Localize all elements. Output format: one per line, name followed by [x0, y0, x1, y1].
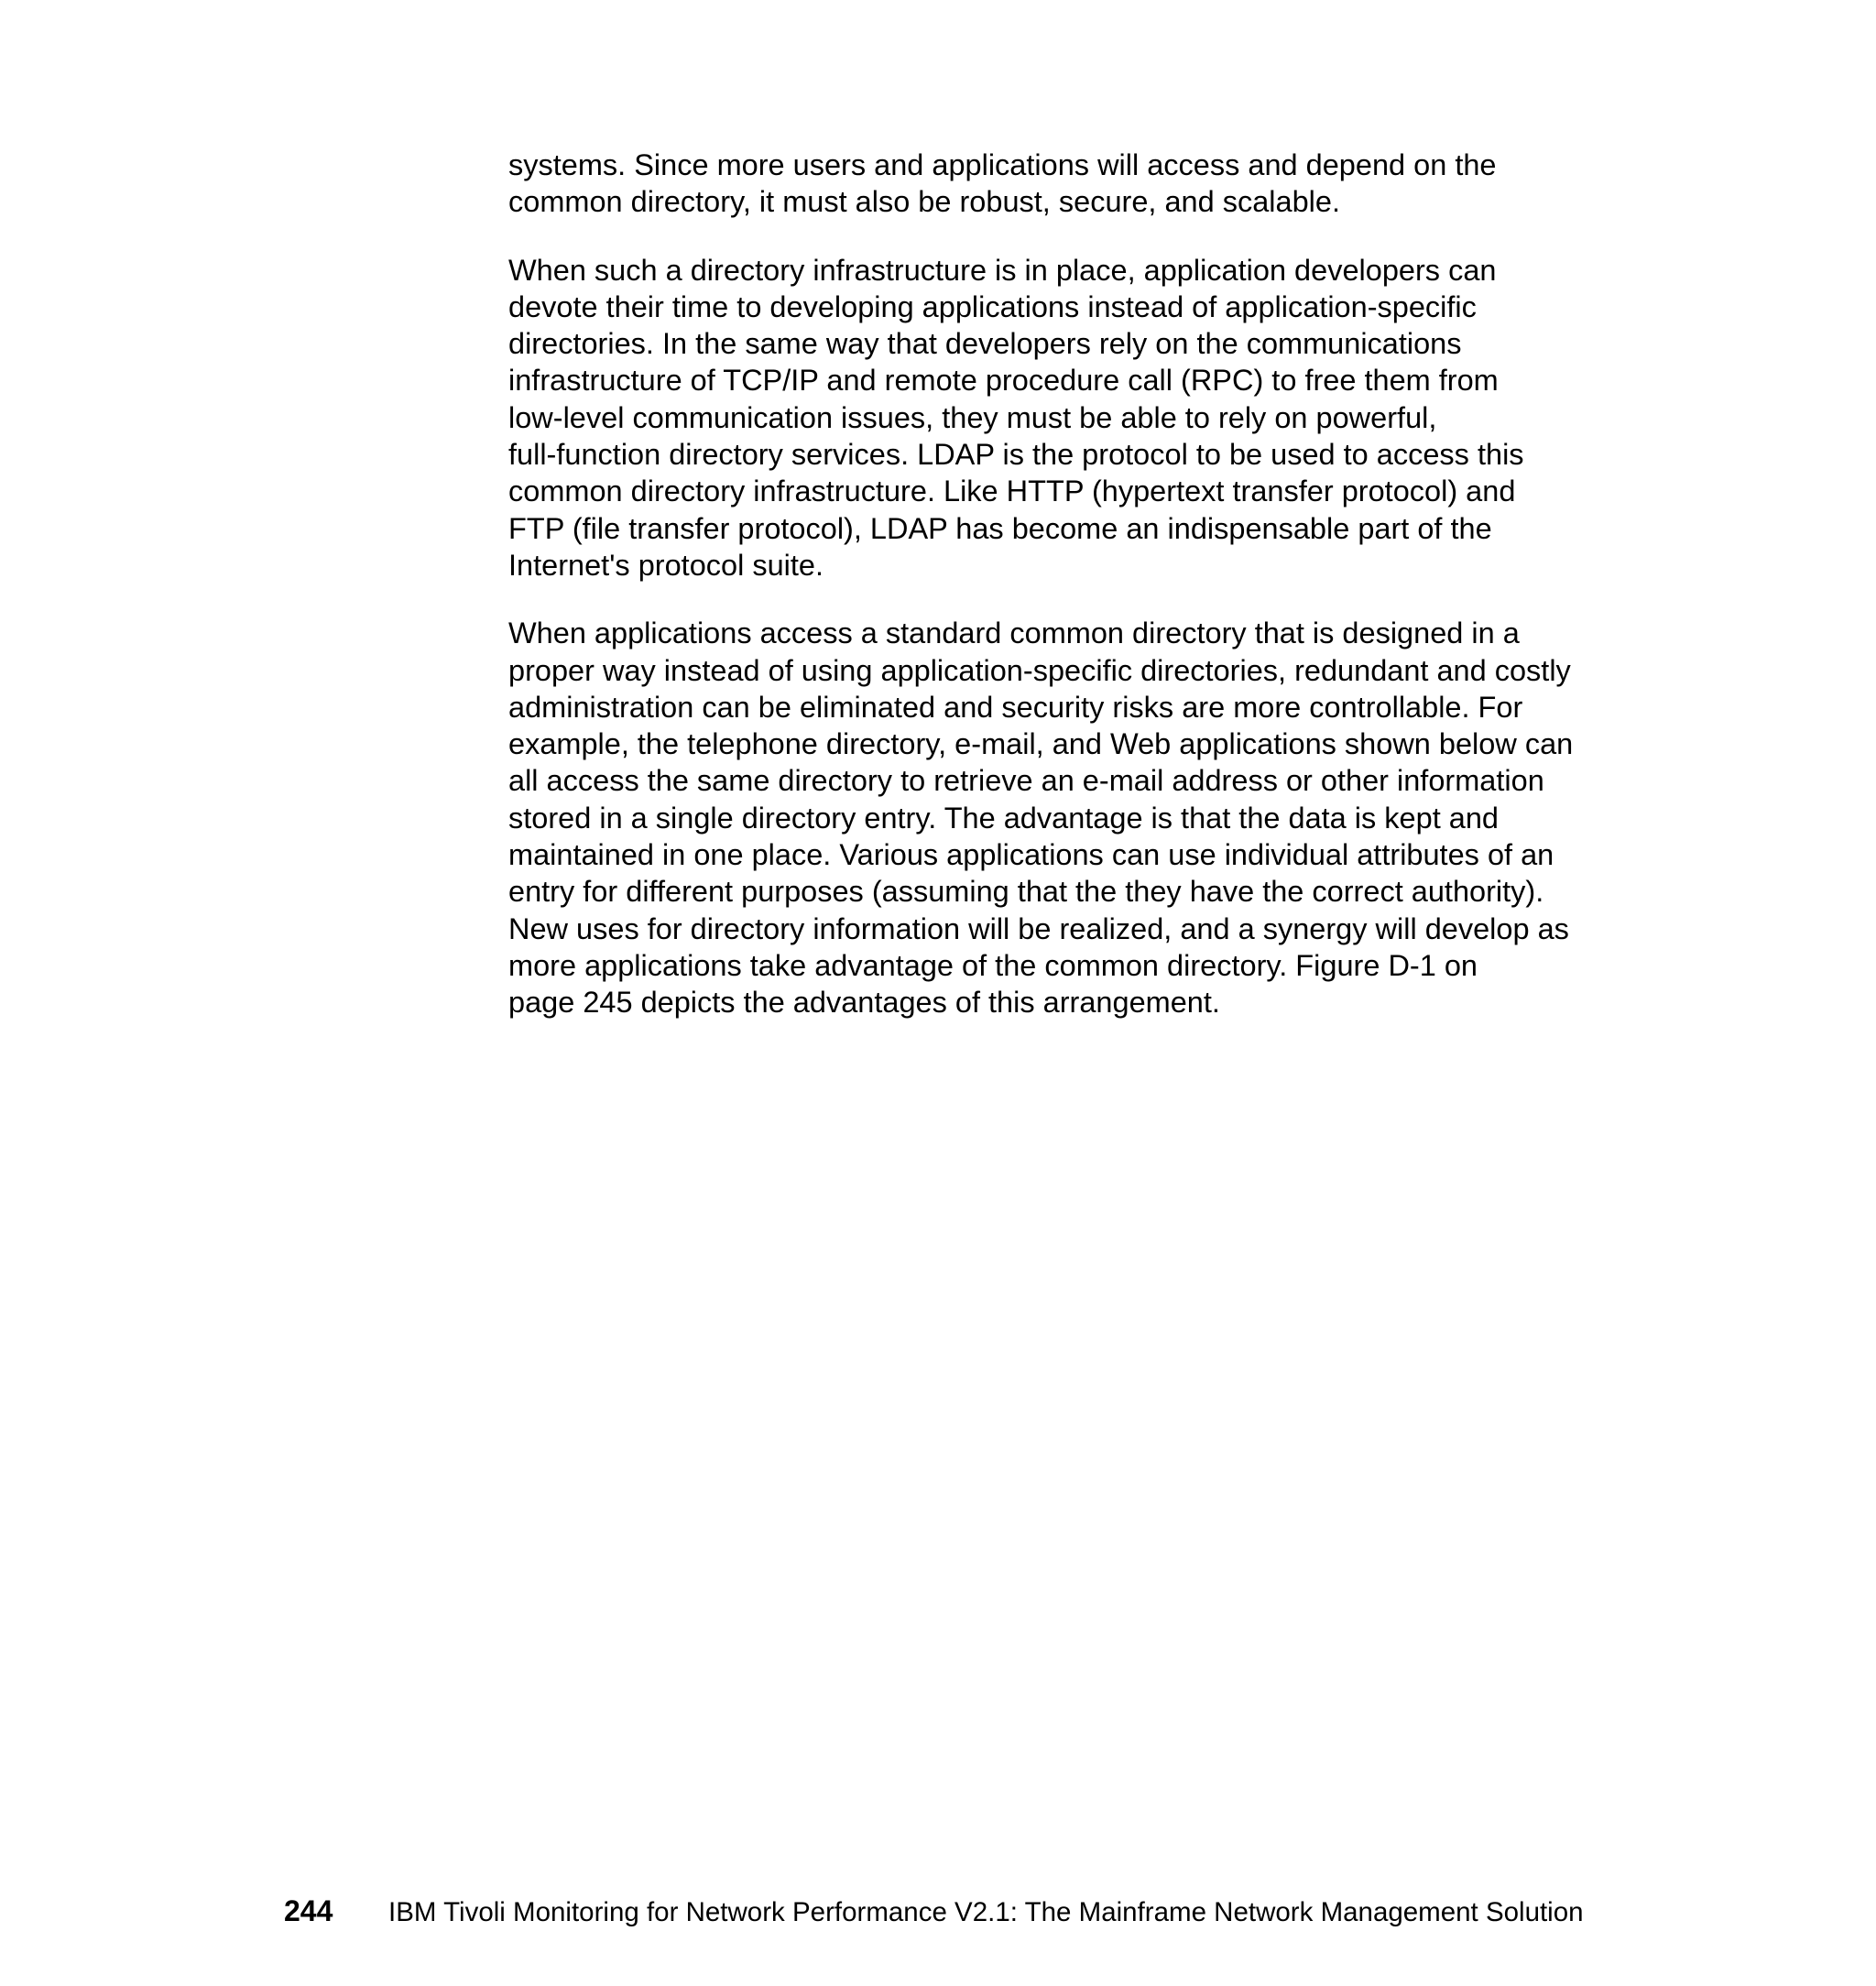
text-line: entry for different purposes (assuming that the they have the correct authority). — [508, 875, 1544, 909]
text-line: maintained in one place. Various applications can use individual attributes of an — [508, 838, 1554, 872]
text-line: devote their time to developing applications instead of application-specific — [508, 289, 1477, 323]
text-line: New uses for directory information will be realized, and a synergy will develop as — [508, 911, 1569, 945]
page-footer — [284, 1893, 1612, 1933]
text-line: low-level communication issues, they must be able to rely on powerful, — [508, 400, 1437, 434]
page-number: 244 — [284, 1894, 333, 1927]
text-line: systems. Since more users and applications will access and depend on the — [508, 148, 1497, 181]
text-line: When such a directory infrastructure is in place, application developers can — [508, 253, 1497, 287]
text-line: Internet's protocol suite. — [508, 548, 824, 582]
paragraph-3 — [508, 615, 1608, 1020]
text-line: When applications access a standard common directory that is designed in a — [508, 617, 1520, 650]
text-line: page 245 depicts the advantages of this arrangement. — [508, 986, 1220, 1020]
body-text — [508, 147, 1608, 1053]
running-title: IBM Tivoli Monitoring for Network Performance V2.1: The Mainframe Network Management Solution — [388, 1897, 1584, 1927]
text-line: infrastructure of TCP/IP and remote procedure call (RPC) to free them from — [508, 364, 1499, 398]
text-line: common directory, it must also be robust, secure, and scalable. — [508, 185, 1341, 219]
text-line: stored in a single directory entry. The advantage is that the data is kept and — [508, 801, 1499, 835]
text-line: common directory infrastructure. Like HTTP (hypertext transfer protocol) and — [508, 475, 1516, 508]
text-line: more applications take advantage of the common directory. Figure D-1 on — [508, 948, 1478, 982]
text-line: all access the same directory to retrieve an e-mail address or other information — [508, 764, 1544, 798]
text-line: administration can be eliminated and security risks are more controllable. For — [508, 690, 1523, 724]
text-line: full-function directory services. LDAP is the protocol to be used to access this — [508, 438, 1524, 472]
paragraph-1 — [508, 147, 1608, 221]
text-line: proper way instead of using application-specific directories, redundant and costly — [508, 653, 1571, 687]
text-line: directories. In the same way that developers rely on the communications — [508, 327, 1462, 361]
text-line: example, the telephone directory, e-mail, and Web applications shown below can — [508, 727, 1574, 761]
paragraph-2 — [508, 252, 1608, 584]
text-line: FTP (file transfer protocol), LDAP has become an indispensable part of the — [508, 511, 1492, 545]
